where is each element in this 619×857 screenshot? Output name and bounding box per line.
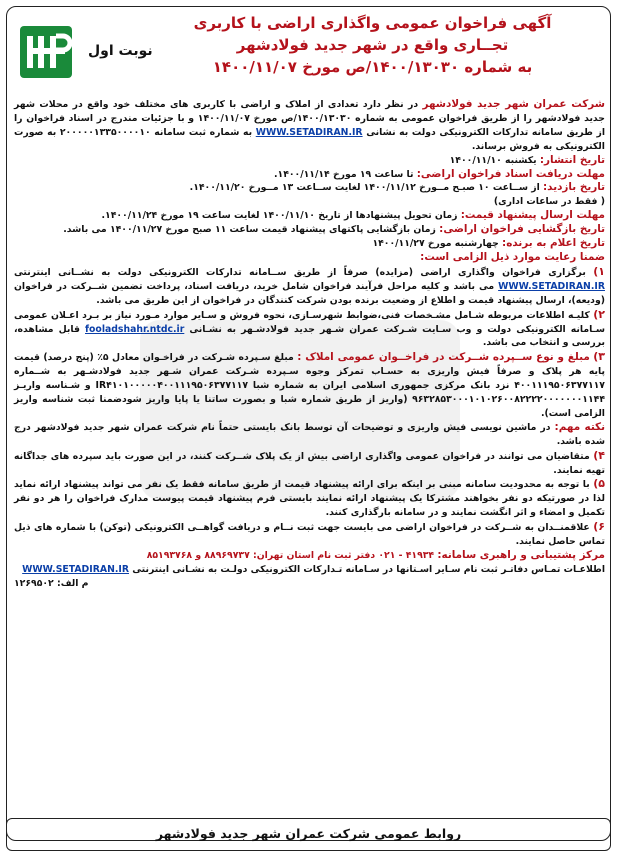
support-text <box>14 563 605 577</box>
open-date <box>14 223 605 237</box>
rule-heading: نکته مهم: <box>554 420 605 433</box>
doc-value: تا ساعت ۱۹ مورخ ۱۴۰۰/۱۱/۱۴. <box>273 168 414 180</box>
doc-label: مهلت دریافت اسناد فراخوان اراضی: <box>416 167 605 180</box>
rule-number: ۵) <box>593 477 605 491</box>
setadiran-link[interactable]: WWW.SETADIRAN.IR <box>255 126 363 138</box>
rule-text: کلیـه اطلاعات مربوطه شـامل مشـخصات فنی،ضوابط شهرسـازی، نحوه فروش و سـایر موارد مـورد نیاز بر بـرد اعـلان عمومی سـامانه الکترونیکی دولت و وب سـایت شـرکت عمران شـهر جدید فولادشـهر به نشـانی <box>14 309 605 335</box>
rule-text: متقاضیان می توانند در فراخوان عمومی واگذاری اراضی بیش از یک پلاک شــرکت کنند، در این صورت باید سپرده های جداگانه تهیه نمایند. <box>14 450 605 476</box>
rule-item <box>14 449 605 478</box>
publish-value: یکشنبه ۱۴۰۰/۱۱/۱۰ <box>449 154 537 166</box>
footer: روابط عمومی شرکت عمران شهر جدید فولادشهر <box>6 818 611 851</box>
announcement-body <box>14 98 605 810</box>
rule-number: ۴) <box>593 448 605 462</box>
rule-item <box>14 477 605 520</box>
rule-text: در ماشین نویسی فیش واریزی و توضیحات آن توسط بانک بایستی حتماً نام شرکت عمران شهر جدید فولادشهر درج شده باشد. <box>14 421 605 447</box>
visit-date <box>14 181 605 195</box>
doc-deadline <box>14 168 605 182</box>
rule-number: ۶) <box>593 520 605 534</box>
winner-label: تاریخ اعلام به برنده: <box>502 237 605 250</box>
reference-value: م الف: ۱۲۶۹۵۰۲ <box>14 577 89 589</box>
publish-label: تاریخ انتشار: <box>539 153 605 166</box>
winner-date <box>14 237 605 251</box>
announcement-title <box>148 12 597 78</box>
title-line-2: تجــاری واقع در شهر جدید فولادشهر <box>236 36 509 54</box>
rule-number: ۲) <box>593 307 605 321</box>
winner-value: چهارشنبه مورخ ۱۴۰۰/۱۱/۲۷ <box>372 238 499 250</box>
rule-text-2: می باشد و کلیه مراحل فرآیند فراخوان شامل خرید، دریافت اسناد، پرداخت تضمین شــرکت در فراخوان (ودیعه)، ارسال پیشنهاد قیمت و اطلاع از وضعیت برنده بودن شرکت کنندگان در فراخوان از این طریق می باشد. <box>14 280 605 306</box>
logo-mark-icon <box>20 26 72 78</box>
rule-heading: مبلغ و نوع ســپرده شــرکت در فراخــوان عمومی املاک : <box>297 351 590 364</box>
intro-paragraph <box>14 98 605 154</box>
rule-number: ۳) <box>593 350 606 364</box>
turn-label: نوبت اول <box>88 43 153 59</box>
intro-text-2: به شماره ثبت سامانه ۲۰۰۰۰۰۱۳۳۵۰۰۰۰۱۰ به صورت الکترونیکی به فروش برساند. <box>14 126 605 152</box>
support-text-body: اطلاعـات تمـاس دفاتـر ثبت نام سـایر اسـتانها در سـامانه تـدارکات الکترونیکی دولـت به نشـانی اینترنتی <box>132 563 605 575</box>
fooladshahr-link[interactable]: fooladshahr.ntdc.ir <box>85 323 185 335</box>
rule-text-2: قابل مشاهده، بررسی و انتخاب می باشد. <box>14 323 605 349</box>
rule-text: با توجه به محدودیت سامانه مبنی بر اینکه برای ارائه پیشنهاد قیمت از طریق سامانه فقط یک نفر می تواند پیشنهاد ارائه نماید لذا در صورتیکه دو نفر بخواهند مشترکا یک پیشنهاد ارائه نمایند بایستی فرم پیشنهاد قیمت پیوست مدارک فراخوان را هر دو نفر تکمیل و امضاء و اثر انگشت نمایند و در سامانه بارگذاری کنند. <box>14 479 605 519</box>
setadiran-link[interactable]: WWW.SETADIRAN.IR <box>22 563 130 575</box>
rule-text: برگزاری فراخوان واگذاری اراضی (مزایده) صرفاً از طریق ســامانه تدارکات الکترونیکی دولت به نشــانی اینترنتی <box>14 266 586 278</box>
rule-item <box>14 265 605 308</box>
support-center <box>14 549 605 563</box>
support-label: مرکز پشتیبانی و راهبری سامانه: <box>437 549 605 561</box>
open-label: تاریخ بازگشایی فراخوان اراضی: <box>439 223 605 236</box>
setadiran-link[interactable]: WWW.SETADIRAN.IR <box>498 280 605 292</box>
header <box>8 8 611 98</box>
rule-item <box>14 421 605 449</box>
visit-label: تاریخ بازدید: <box>543 181 605 194</box>
rule-text: مبلغ سـپرده شـرکت در فراخـوان معادل ۵٪ (پنج درصد) قیمت پایه هر پلاک و صرفاً فیش واریزی به حسـاب تمرکز وجوه سـپرده شـرکت عمران شـهر جدید فولادشـهر به شــماره ۴۰۰۱۱۱۹۵۰۶۳۷۷۱۱۷ نزد بانک مرکزی جمهوری اسلامی ایران به شماره شبا IR۴۱۰۱۰۰۰۰۰۴۰۰۱۱۱۹۵۰۶۳۷۷۱۱۷ و شـناسه واریـز ۹۶۳۲۸۵۳۰۰۰۱۰۱۰۲۶۰۰۸۲۲۲۲۰۰۰۰۰۰۰۱۱۴۴ (واریز از طریق شماره شبا و بصورت ساتنا یا پایا واریز شودضمنا ثبت شناسه واریز الزامی است). <box>14 352 605 419</box>
rule-item <box>14 520 605 549</box>
company-logo-icon <box>20 26 72 78</box>
rule-item <box>14 350 605 421</box>
rule-item <box>14 308 605 351</box>
rule-number: ۱) <box>593 264 605 278</box>
intro-text-1: در نظر دارد تعدادی از املاک و اراضی با کاربری های مختلف خود واقع در محلات شهر جدید فولادشهر را از طریق فراخوان عمومی به شماره ۱۴۰۰/۱۳۰۳۰/ص مورخ ۱۴۰۰/۱۱/۰۷ و با جزئیات مندرج در اسناد فراخوان را از طریق سامانه تدارکات الکترونیکی دولت به نشانی <box>14 99 606 138</box>
publish-date <box>14 154 605 168</box>
rule-text: علاقمنــدان به شــرکت در فراخوان اراضی می بایست جهت ثبت نــام و دریافت گواهــی الکترونیکی (توکن) با شماره های ذیل تماس حاصل نمایند. <box>14 522 605 548</box>
open-value: زمان بازگشایی پاکتهای پیشنهاد قیمت ساعت ۱۱ صبح مورخ ۱۴۰۰/۱۱/۲۷ می باشد. <box>63 224 436 236</box>
org-name: شرکت عمران شهر جدید فولادشهر <box>422 98 605 110</box>
submit-label: مهلت ارسال پیشنهاد قیمت: <box>460 209 605 222</box>
reference-number <box>14 577 605 591</box>
title-line-1: آگهی فراخوان عمومی واگذاری اراضی با کاربری <box>193 14 552 32</box>
title-line-3: به شماره ۱۴۰۰/۱۳۰۳۰/ص مورخ ۱۴۰۰/۱۱/۰۷ <box>212 58 533 76</box>
submit-value: زمان تحویل پیشنهادها از تاریخ ۱۴۰۰/۱۱/۱۰ لغایت ساعت ۱۹ مورخ ۱۴۰۰/۱۱/۲۴. <box>101 210 458 222</box>
visit-note: ( فقط در ساعات اداری) <box>493 196 605 208</box>
support-value: ۴۱۹۳۴ - ۰۲۱ دفتر ثبت نام استان تهران: ۸۸۹۶۹۷۳۷ و ۸۵۱۹۳۷۶۸ <box>146 550 435 561</box>
visit-value: از ســاعت ۱۰ صبـح مــورخ ۱۴۰۰/۱۱/۱۲ لغایت ســاعت ۱۳ مــورخ ۱۴۰۰/۱۱/۲۰. <box>189 182 540 194</box>
submit-deadline <box>14 209 605 223</box>
rules-heading: ضمنا رعایت موارد ذیل الزامی است: <box>420 250 605 263</box>
